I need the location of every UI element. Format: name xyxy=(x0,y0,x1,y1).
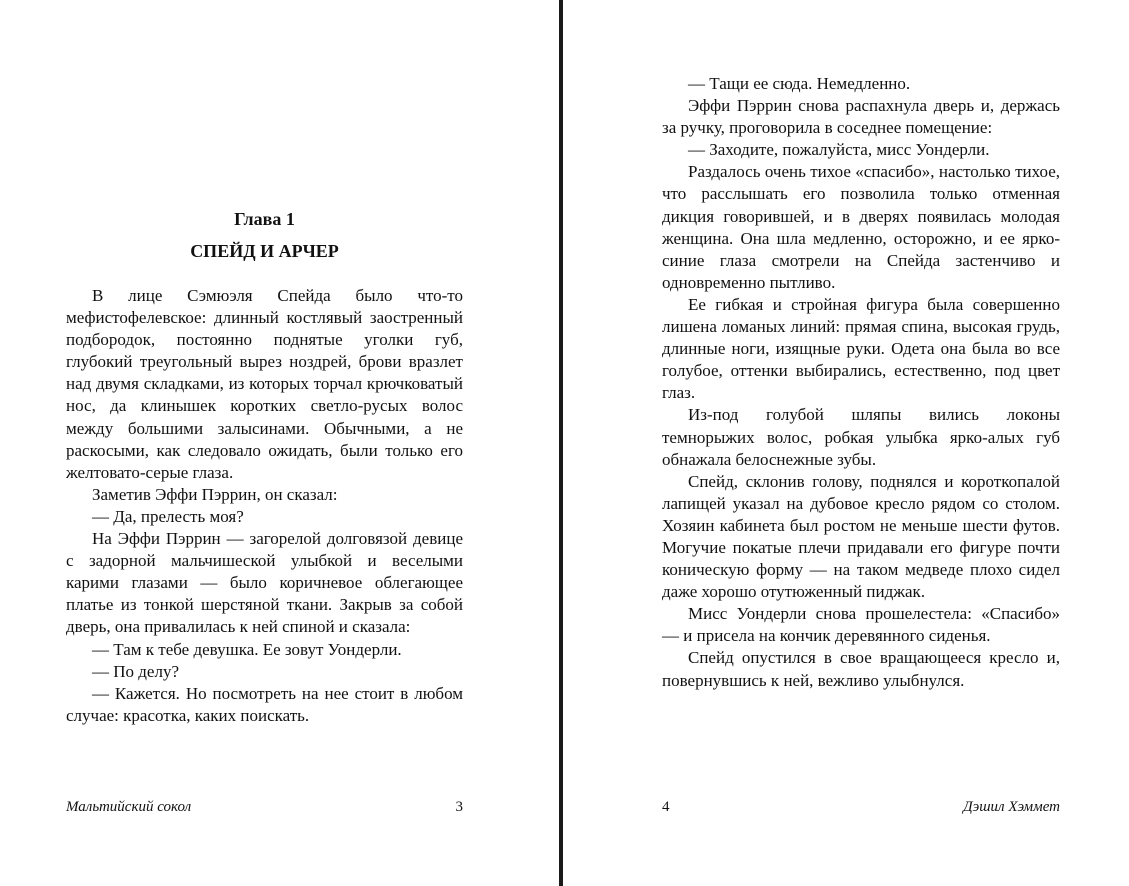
paragraph: — Кажется. Но посмотреть на нее стоит в любом случае: красотка, каких поискать. xyxy=(66,683,463,725)
book-gutter xyxy=(559,0,563,886)
page-number: 4 xyxy=(662,799,670,815)
left-page xyxy=(66,0,463,886)
paragraph: На Эффи Пэррин — загорелой долговязой девице с задорной мальчишеской улыбкой и веселыми карими глазами — было коричневое облегающее платье из тонкой шерстяной ткани. Закрыв за собой дверь, она привалилась к ней спиной и сказала: xyxy=(66,529,463,637)
paragraph: Спейд опустился в свое вращающееся кресло и, повернувшись к ней, вежливо улыбнулся. xyxy=(662,648,1060,690)
paragraph: Эффи Пэррин снова распахнула дверь и, держась за ручку, проговорила в соседнее помещение: xyxy=(662,96,1060,138)
chapter-title: СПЕЙД И АРЧЕР xyxy=(190,241,339,261)
page-number: 3 xyxy=(455,799,463,815)
paragraph: — Там к тебе девушка. Ее зовут Уондерли. xyxy=(92,639,402,659)
right-page-body xyxy=(662,73,1060,692)
paragraph: — Тащи ее сюда. Немедленно. xyxy=(688,74,911,93)
paragraph: — По делу? xyxy=(92,661,180,681)
paragraph: — Да, прелесть моя? xyxy=(92,506,244,526)
paragraph: Раздалось очень тихое «спасибо», настолько тихое, что расслышать его позволила только отменная дикция говорившей, и в дверях появилась молодая женщина. Она шла медленно, осторожно, и ее ярко-синие глаза смотрели на Спейда застенчиво и одновременно пытливо. xyxy=(662,162,1060,292)
paragraph: Из-под голубой шляпы вились локоны темнорыжих волос, робкая улыбка ярко-алых губ обнажала белоснежные зубы. xyxy=(662,405,1060,469)
paragraph: Ее гибкая и стройная фигура была совершенно лишена ломаных линий: прямая спина, высокая грудь, длинные ноги, изящные руки. Одета она была во все голубое, оттенки выбирались, естественно, под цвет глаз. xyxy=(662,294,1060,403)
right-page xyxy=(662,0,1060,886)
left-page-body xyxy=(66,285,463,727)
paragraph: Спейд, склонив голову, поднялся и короткопалой лапищей указал на дубовое кресло рядом со столом. Хозяин кабинета был ростом не меньше шести футов. Могучие покатые плечи придавали его фигуре почти коническую форму — на таком медведе плохо сидел даже хорошо отутюженный пиджак. xyxy=(662,471,1060,602)
paragraph: Мисс Уондерли снова прошелестела: «Спасибо» — и присела на кончик деревянного сиденья. xyxy=(662,604,1060,646)
paragraph: — Заходите, пожалуйста, мисс Уондерли. xyxy=(688,140,990,160)
paragraph: Заметив Эффи Пэррин, он сказал: xyxy=(92,484,338,504)
running-footer-book-title: Мальтийский сокол xyxy=(66,799,192,815)
chapter-number: Глава 1 xyxy=(234,209,295,229)
paragraph: В лице Сэмюэля Спейда было что-то мефистофелевское: длинный костлявый заостренный подбородок, постоянно поднятые уголки губ, глубокий треугольный вырез ноздрей, брови вразлет над двумя складками, из которых торчал крючковатый нос, да клинышек коротких светло-русых волос между большими залысинами. Обычными, а не раскосыми, как следовало ожидать, были только его желтовато-серые глаза. xyxy=(66,286,463,482)
running-footer-author: Дэшил Хэммет xyxy=(963,799,1060,815)
